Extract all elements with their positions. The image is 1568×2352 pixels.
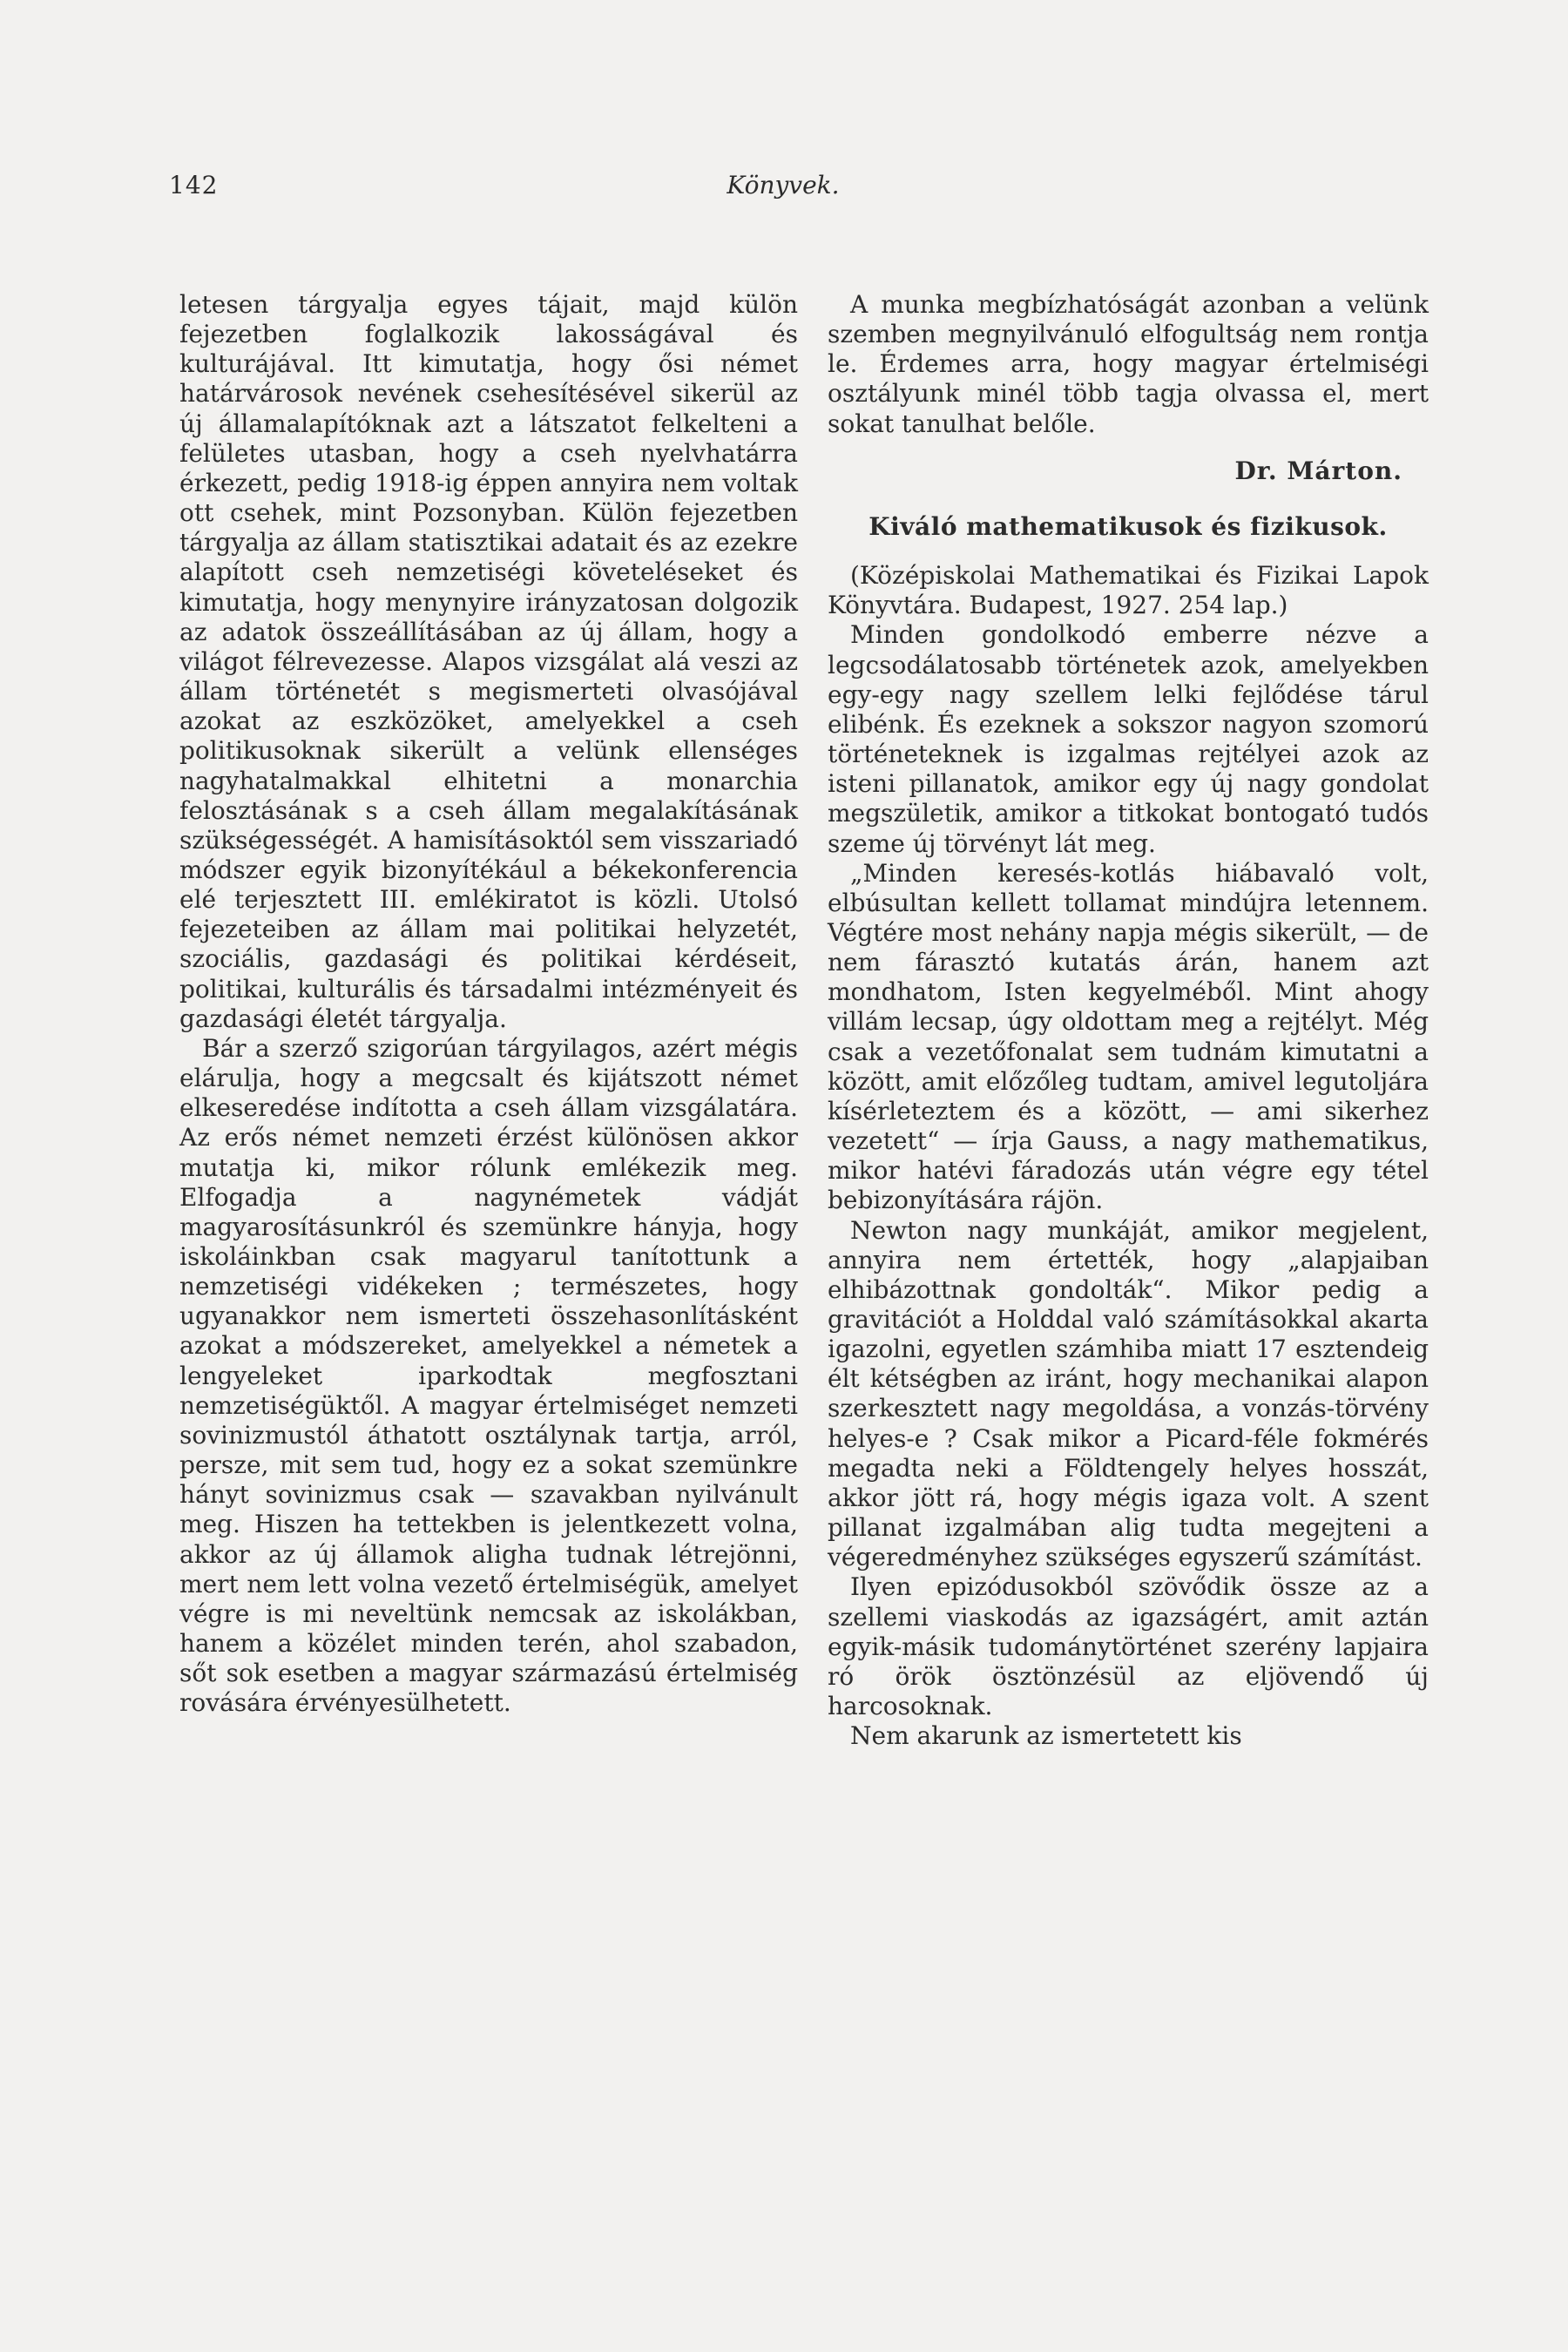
- page-header: [169, 171, 1397, 209]
- section-title: Kiváló mathematikusok és fizikusok.: [868, 511, 1388, 541]
- running-title: Könyvek.: [727, 171, 840, 199]
- right-paragraph-3: „Minden keresés-kotlás hiábavaló volt, elbúsultan kellett tollamat mindújra letennem. Végtére most nehány napja mégis sikerült, — de nem fárasztó kutatás árán, hanem azt mondhatom, Isten kegyelméből. Mint ahogy villám lecsap, úgy oldottam meg a rejtélyt. Még csak a vezetőfonalat sem tudnám kimutatni a között, amit előzőleg tudtam, amivel legutoljára kísérleteztem és a között, — ami sikerhez vezetett“ — írja Gauss, a nagy mathematikus, mikor hatévi fáradozás után végre egy tétel bebizonyítására rájön.: [828, 858, 1429, 1215]
- right-paragraph-6: Nem akarunk az ismertetett kis: [850, 1721, 1242, 1751]
- left-paragraph-2: Bár a szerző szigorúan tárgyilagos, azért mégis elárulja, hogy a megcsalt és kijátszott német elkeseredése indította a cseh állam vizsgálatára. Az erős német nemzeti érzést különösen akkor mutatja ki, mikor rólunk emlékezik meg. Elfogadja a nagynémetek vádját magyarosításunkról és szemünkre hányja, hogy iskoláinkban csak magyarul tanítottunk a nemzetiségi vidékeken ; természetes, hogy ugyanakkor nem ismerteti összehasonlításként azokat a módszereket, amelyekkel a németek a lengyeleket iparkodtak megfosztani nemzetiségüktől. A magyar értelmiséget nemzeti sovinizmustól áthatott osztálynak tartja, arról, persze, mit sem tud, hogy ez a sokat szemünkre hányt sovinizmus csak — szavakban nyilvánult meg. Hiszen ha tettekben is jelentkezett volna, akkor az új államok aligha tudnak létrejönni, mert nem lett volna vezető értelmiségük, amelyet végre is mi neveltünk nemcsak az iskolákban, hanem a közélet minden terén, ahol szabadon, sőt sok esetben a magyar származású értelmiség rovására érvényesülhetett.: [179, 1033, 798, 1718]
- book-source: (Középiskolai Mathematikai és Fizikai Lapok Könyvtára. Budapest, 1927. 254 lap.): [828, 561, 1429, 620]
- right-paragraph-1: A munka megbízhatóságát azonban a velünk szemben megnyilvánuló elfogultság nem rontja le. Érdemes arra, hogy magyar értelmiségi osztályunk minél több tagja olvassa el, mert sokat tanulhat belőle.: [828, 290, 1429, 438]
- right-paragraph-4: Newton nagy munkáját, amikor megjelent, annyira nem értették, hogy „alapjaiban elhibázottnak gondolták“. Mikor pedig a gravitációt a Holddal való számításokkal akarta igazolni, egyetlen számhiba miatt 17 esztendeig élt kétségben az iránt, hogy mechanikai alapon szerkesztett nagy megoldása, a vonzás-törvény helyes-e ? Csak mikor a Picard-féle fokmérés megadta neki a Földtengely helyes hosszát, akkor jött rá, hogy mégis igaza volt. A szent pillanat izgalmában alig tudta megejteni a végeredményhez szükséges egyszerű számítást.: [828, 1215, 1429, 1572]
- left-paragraph-1: letesen tárgyalja egyes tájait, majd külön fejezetben foglalkozik lakosságával és kulturájával. Itt kimutatja, hogy ősi német határvárosok nevének csehesítésével sikerül az új államalapítóknak azt a látszatot felkelteni a felületes utasban, hogy a cseh nyelvhatárra érkezett, pedig 1918-ig éppen annyira nem voltak ott csehek, mint Pozsonyban. Külön fejezetben tárgyalja az állam statisztikai adatait és az ezekre alapított cseh nemzetiségi követeléseket és kimutatja, hogy menynyire irányzatosan dolgozik az adatok összeállításában az új állam, hogy a világot félrevezesse. Alapos vizsgálat alá veszi az állam történetét s megismerteti olvasójával azokat az eszközöket, amelyekkel a cseh politikusoknak sikerült a velünk ellenséges nagyhatalmakkal elhitetni a monarchia felosztásának s a cseh állam megalakításának szükségességét. A hamisításoktól sem visszariadó módszer egyik bizonyítékául a békekonferencia elé terjesztett III. emlékiratot is közli. Utolsó fejezeteiben az állam mai politikai helyzetét, szociális, gazdasági és politikai kérdéseit, politikai, kulturális és társadalmi intézményeit és gazdasági életét tárgyalja.: [179, 290, 798, 1033]
- right-column: [828, 290, 1429, 1751]
- left-column: [179, 290, 798, 1719]
- right-paragraph-5: Ilyen epizódusokból szövődik össze az a szellemi viaskodás az igazságért, amit aztán egyik-másik tudománytörténet szerény lapjaira ró örök ösztönzésül az eljövendő új harcosoknak.: [828, 1572, 1429, 1721]
- review-signature: Dr. Márton.: [1234, 456, 1402, 485]
- right-paragraph-2: Minden gondolkodó emberre nézve a legcsodálatosabb történetek azok, amelyekben egy-egy nagy szellem lelki fejlődése tárul elibénk. És ezeknek a sokszor nagyon szomorú történeteknek is izgalmas rejtélyei azok az isteni pillanatok, amikor egy új nagy gondolat megszületik, amikor a titkokat bontogató tudós szeme új törvényt lát meg.: [828, 620, 1429, 858]
- page-number: 142: [169, 171, 219, 199]
